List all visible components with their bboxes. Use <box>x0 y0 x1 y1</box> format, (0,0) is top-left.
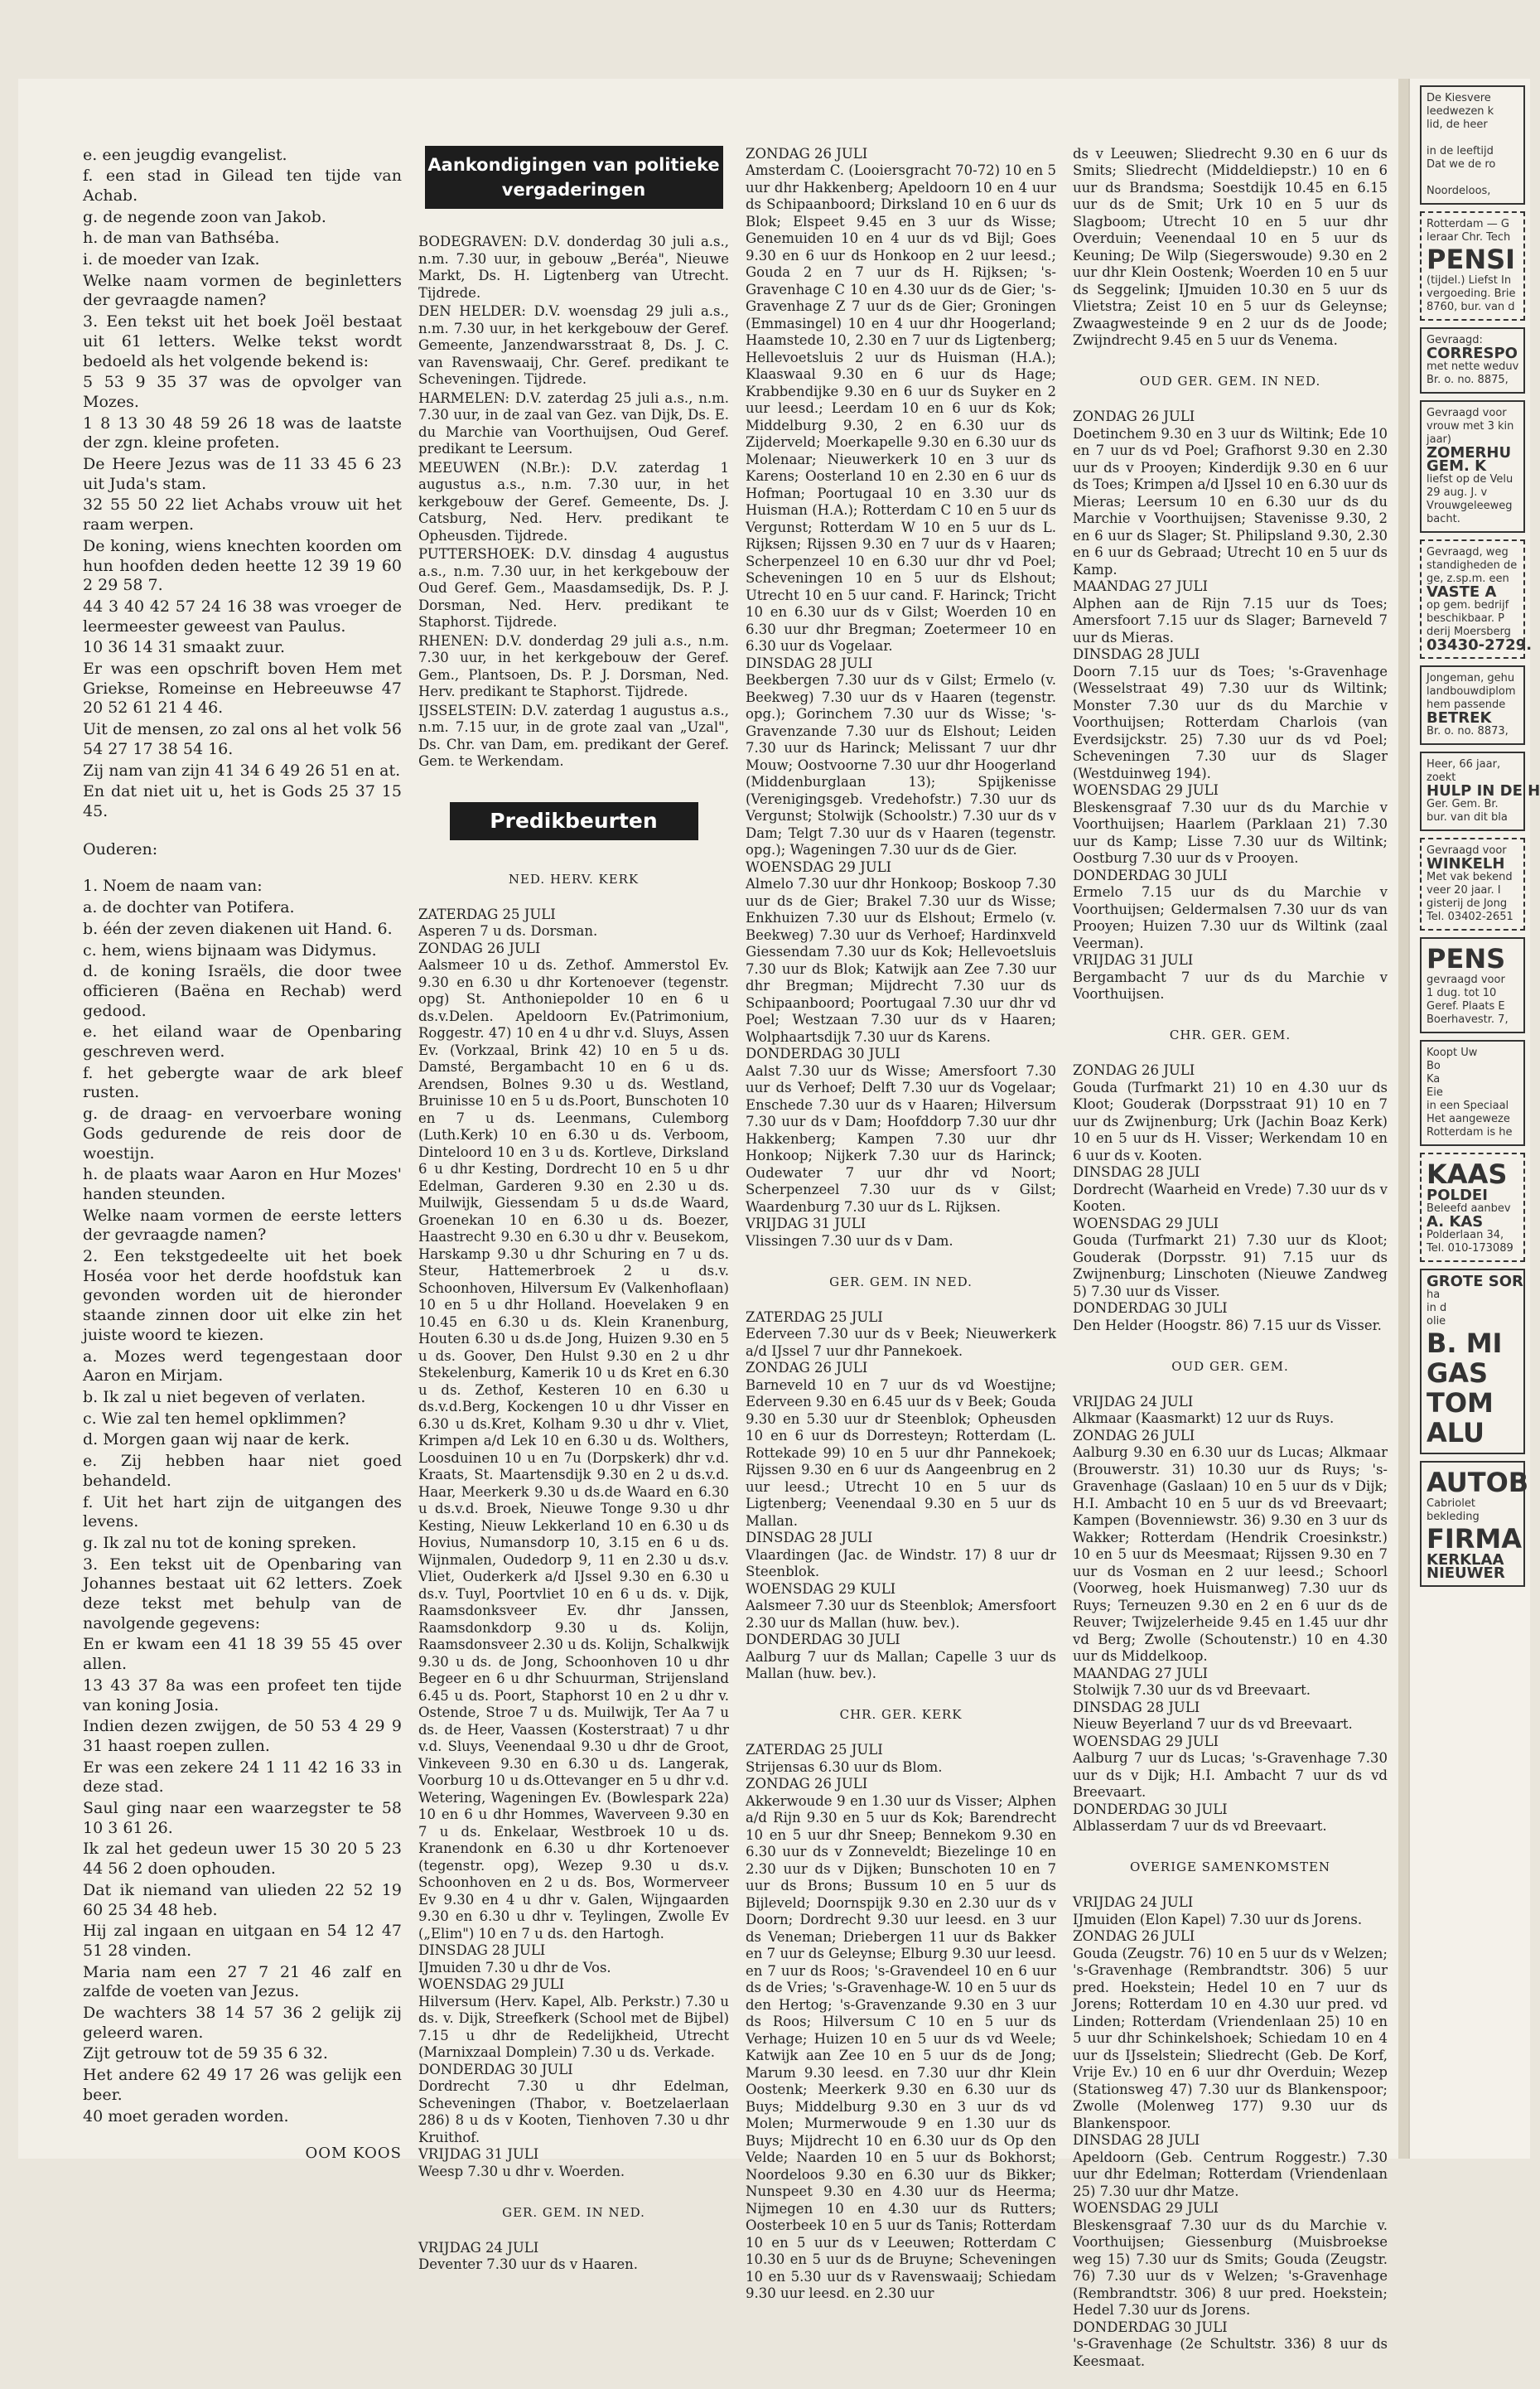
puzzle-line: 3. Een tekst uit het boek Joël bestaat uit 61 letters. Welke tekst wordt bedoeld als het volgende bekend is: <box>83 312 402 370</box>
ad-line: vrouw met 3 kin <box>1427 420 1514 433</box>
puzzle-line: 2. Een tekstgedeelte uit het boek Hoséa voor het derde hoofdstuk kan gevonden worden uit de hieronder staande zinnen door uit elke zin het juiste woord te kiezen. <box>83 1247 402 1344</box>
section-title-chr-ger-kerk: CHR. GER. KERK <box>839 1707 963 1722</box>
ad-line: Br. o. no. 8875, <box>1427 374 1509 386</box>
classified-ad <box>1420 1461 1529 1587</box>
ad-line: GAS <box>1427 1357 1489 1389</box>
ad-line: NIEUWER <box>1427 1564 1505 1582</box>
ad-line: Tel. 010-173089 <box>1427 1242 1513 1255</box>
ad-line: 8760, bur. van d <box>1427 301 1515 313</box>
puzzle-line: b. Ik zal u niet begeven of verlaten. <box>83 1387 366 1406</box>
ad-line: PENS <box>1427 943 1506 974</box>
section-text-ger-gem: ZATERDAG 25 JULI Ederveen 7.30 uur ds v Beek; Nieuwerkerk a/d IJssel 7 uur dhr Pannekoek. ZONDAG 26 JULI Barneveld 10 en 7 uur ds vd Woestijne; Ederveen 9.30 en 6.45 uur ds v Beek; Gouda 9.30 en 5.30 uur dr Steenblok; Opheusden 10 en 6 uur ds Dorresteyn; Rotterdam (L. Rottekade 99) 10 en 5 uur dhr Pannekoek; Rijssen 9.30 en 6 uur ds Aangeenbrug en 2 uur leesd.; Utrecht 10 en 5 uur ds Ligtenberg; Veenendaal 9.30 en 5 uur ds Mallan. DINSDAG 28 JULI Vlaardingen (Jac. de Windstr. 17) 8 uur dr Steenblok. WOENSDAG 29 KULI Aalsmeer 7.30 uur ds Steenblok; Amersfoort 2.30 uur ds Mallan (huw. bev.). DONDERDAG 30 JULI Aalburg 7 uur ds Mallan; Capelle 3 uur ds Mallan (huw. bev.). <box>746 1308 1056 1681</box>
ad-line: bacht. <box>1427 513 1460 525</box>
puzzle-line: b. één der zeven diakenen uit Hand. 6. <box>83 919 393 938</box>
ad-line: ZOMERHU <box>1427 444 1512 462</box>
classified-ad <box>1420 85 1525 205</box>
ad-line: FIRMA <box>1427 1523 1523 1555</box>
section-text-continued-2: ds v Leeuwen; Sliedrecht 9.30 en 6 uur ds Smits; Sliedrecht (Middeldiepstr.) 10 en 6 uur ds Brandsma; Soestdijk 10.45 en 6.15 uur ds de Smit; Urk 10 en 5 uur ds Slagboom; Utrecht 10 en 5 uur dhr Overduin; Veenendaal 10 en 5 uur ds Keuning; De Wilp (Siegerswoude) 9.30 en 2 uur dhr Klein Oostenk; Woerden 10 en 5 uur ds Seggelink; IJmuiden 10.30 en 5 uur ds Vlietstra; Zeist 10 en 5 uur ds Geleynse; Zwaagwesteinde 9 en 2 uur ds de Joode; Zwijndrecht 9.45 en 5 uur ds Venema. <box>1073 145 1388 348</box>
ad-line: Vrouwgeleeweg <box>1427 500 1513 512</box>
announcement-item: MEEUWEN (N.Br.): D.V. zaterdag 1 augustus a.s., n.m. 7.30 uur, in het kerkgebouw der Geref. Gemeente, Ds. J. Catsburg, Ned. Herv. predikant te Opheusden. Tijdrede. <box>418 459 729 544</box>
puzzle-line: g. Ik zal nu tot de koning spreken. <box>83 1533 357 1552</box>
ad-line: ALU <box>1427 1417 1484 1448</box>
sermons-column-3 <box>1073 128 1388 2369</box>
ad-line: Rotterdam is he <box>1427 1126 1513 1139</box>
classified-ad <box>1420 539 1533 659</box>
classified-ad <box>1420 665 1525 745</box>
ad-line: Boerhavestr. 7, <box>1427 1013 1509 1026</box>
ad-line: Eie <box>1427 1086 1443 1099</box>
sermons-banner: Predikbeurten <box>450 802 698 840</box>
section-title-oud-ger-gem: OUD GER. GEM. <box>1171 1358 1289 1374</box>
ad-line: in een Speciaal <box>1427 1100 1509 1112</box>
ad-line: Het aangeweze <box>1427 1113 1510 1125</box>
ad-line: veer 20 jaar. I <box>1427 884 1501 897</box>
ad-line: Geref. Plaats E <box>1427 1000 1505 1013</box>
ad-line: WINKELH <box>1427 855 1505 873</box>
ad-line: HULP IN DE H <box>1427 782 1540 800</box>
ad-line: in de leeftijd <box>1427 145 1494 157</box>
announcement-item: PUTTERSHOEK: D.V. dinsdag 4 augustus a.s., n.m. 7.30 uur, in het kerkgebouw der Oud Geref. Gem., Maasdamsedijk, Ds. P. J. Dorsman, Ned. Herv. predikant te Staphorst. Tijdrede. <box>418 546 729 630</box>
ad-line: Tel. 03402-2651 <box>1427 911 1513 923</box>
ad-line: Gevraagd voor <box>1427 844 1507 857</box>
ad-line: ha <box>1427 1289 1441 1301</box>
classified-ad <box>1420 327 1525 394</box>
ad-line: 03430-2729. <box>1427 636 1533 654</box>
ad-line: TOM <box>1427 1387 1494 1419</box>
section-text-continued: ZONDAG 26 JULI Amsterdam C. (Looiersgracht 70-72) 10 en 5 uur dhr Hakkenberg; Apeldoorn 10 en 4 uur ds Schipaanboord; Dirksland 10 en 6 uur ds Blok; Elspeet 9.45 en 3 uur ds Wisse; Genemuiden 10 en 4 uur ds vd Bijl; Goes 9.30 en 6 uur ds Honkoop en 2 uur leesd.; Gouda 2 en 7 uur ds H. Rijksen; 's-Gravenhage C 10 en 4.30 uur ds de Gier; 's-Gravenhage Z 7 uur ds de Gier; Groningen (Emmasingel) 10 en 4 uur dhr Hoogerland; Haamstede 10, 2.30 en 7 uur ds Ligtenberg; Hellevoetsluis 2 uur ds Huisman (H.A.); Klaaswaal 9.30 en 6 uur ds Hage; Krabbendijke 9.30 en 6 uur ds Suyker en 2 uur leesd.; Leerdam 10 en 6 uur ds Kok; Middelburg 9.30, 2 en 6.30 uur ds Zijderveld; Moerkapelle 9.30 en 6.30 uur ds Molenaar; Nieuwerkerk 10 en 3 uur ds Karens; Oosterland 10 en 2.30 en 6 uur ds Hofman; Poortugaal 10 en 3.30 uur ds Huisman (H.A.); Rotterdam C 10 en 5 uur ds Vergunst; Rotterdam W 10 en 5 uur ds L. Rijksen; Rijssen 9.30 en 7 uur ds v Haaren; Scherpenzeel 10 en 6.30 uur dhr vd Poel; Scheveningen 10 en 5 uur ds Elshout; Utrecht 10 en 5 uur cand. F. Harinck; Tricht 10 en 6.30 uur ds v Gilst; Woerden 10 en 6.30 uur dhr Bregman; Zoetermeer 10 en 6.30 uur ds Vogelaar. DINSDAG 28 JULI Beekbergen 7.30 uur ds v Gilst; Ermelo (v. Beekweg) 7.30 uur ds v Haaren (tegenstr. opg.); Gorinchem 7.30 uur ds Wisse; 's-Gravenzande 7.30 uur ds Elshout; Leiden 7.30 uur ds Harinck; Melissant 7 uur dhr Mouw; Oostvoorne 7.30 uur dhr Hoogerland (Middenburglaan 13); Spijkenisse (Verenigingsgeb. Vredehofstr.) 7.30 uur ds Vergunst; Stolwijk (Schoolstr.) 7.30 uur ds v Dam; Telgt 7.30 uur ds v Haaren (tegenstr. opg.); Wageningen 7.30 uur ds de Gier. WOENSDAG 29 JULI Almelo 7.30 uur dhr Honkoop; Boskoop 7.30 uur ds de Gier; Brakel 7.30 uur ds Wisse; Enkhuizen 7.30 uur ds Elshout; Ermelo (v. Beekweg) 7.30 uur ds Verhoef; Hardinxveld Giessendam 7.30 uur ds Kok; Hellevoetsluis 7.30 uur ds Blok; Katwijk aan Zee 7.30 uur dhr Bregman; Mijdrecht 7.30 uur ds Schipaanboord; Poortugaal 7.30 uur dhr vd Poel; Westzaan 7.30 uur ds v Haaren; Wolphaartsdijk 7.30 uur ds Karens. DONDERDAG 30 JULI Aalst 7.30 uur ds Wisse; Amersfoort 7.30 uur ds Verhoef; Delft 7.30 uur ds Vogelaar; Enschede 7.30 uur ds v Haaren; Hilversum 7.30 uur ds v Dam; Hoofddorp 7.30 uur dhr Hakkenberg; Kampen 7.30 uur dhr Honkoop; Nijkerk 7.30 uur ds Harinck; Oudewater 7 uur dhr vd Noort; Scherpenzeel 7.30 uur ds v Gilst; Waardenburg 7.30 uur ds L. Rijksen. VRIJDAG 31 JULI Vlissingen 7.30 uur ds v Dam. <box>746 145 1056 1249</box>
ad-line: jaar) <box>1427 433 1451 446</box>
puzzle-line: d. de koning Israëls, die door twee officieren (Baëna en Rechab) werd gedood. <box>83 962 402 1020</box>
puzzle-line: g. de draag- en vervoerbare woning Gods gedurende de reis door de woestijn. <box>83 1105 402 1163</box>
puzzle-line: En er kwam een 41 18 39 55 45 over allen. <box>83 1635 402 1674</box>
puzzle-line: h. de plaats waar Aaron en Hur Mozes' handen steunden. <box>83 1165 402 1203</box>
announcements-banner: Aankondigingen van politieke vergaderingen <box>425 146 723 209</box>
puzzle-line: Saul ging naar een waarzegster te 58 10 3 61 26. <box>83 1799 402 1837</box>
puzzle-line: f. Uit het hart zijn de uitgangen des levens. <box>83 1492 402 1531</box>
puzzle-line: 5 53 9 35 37 was de opvolger van Mozes. <box>83 373 402 411</box>
ad-line <box>1427 132 1518 145</box>
puzzle-line: d. Morgen gaan wij naar de kerk. <box>83 1430 350 1449</box>
puzzle-line: Zij nam van zijn 41 34 6 49 26 51 en at. <box>83 761 401 780</box>
ad-line: bekleding <box>1427 1511 1480 1523</box>
puzzle-line: g. de negende zoon van Jakob. <box>83 207 326 226</box>
classified-ad <box>1420 838 1525 931</box>
ad-line: derij Moersberg <box>1427 626 1511 638</box>
puzzle-line: 32 55 50 22 liet Achabs vrouw uit het raam werpen. <box>83 496 402 534</box>
ad-line: 29 aug. J. v <box>1427 486 1488 499</box>
classified-ad <box>1420 211 1525 321</box>
puzzle-line: a. de dochter van Potifera. <box>83 898 295 917</box>
puzzle-line: Ik zal het gedeun uwer 15 30 20 5 23 44 56 2 doen ophouden. <box>83 1840 402 1879</box>
classified-ad <box>1420 1153 1525 1262</box>
ad-line: POLDEI <box>1427 1187 1488 1204</box>
puzzle-line: 3. Een tekst uit de Openbaring van Johannes bestaat uit 62 letters. Zoek deze tekst met behulp van de navolgende gegevens: <box>83 1555 402 1632</box>
puzzle-line: 13 43 37 8a was een profeet ten tijde van koning Josia. <box>83 1676 402 1714</box>
announcement-item: DEN HELDER: D.V. woensdag 29 juli a.s., n.m. 7.30 uur, in het kerkgebouw der Geref. Gemeente, Janzendwarsstraat 8, Ds. J. C. van Ravenswaaij, Chr. Geref. predikant te Scheveningen. Tijdrede. <box>418 303 729 387</box>
ad-line: leedwezen k <box>1427 105 1494 118</box>
classified-ad <box>1420 937 1525 1033</box>
ad-line: 1 dug. tot 10 <box>1427 987 1497 999</box>
ad-line: Dat we de ro <box>1427 158 1496 171</box>
puzzle-line: a. Mozes werd tegengestaan door Aaron en Mirjam. <box>83 1347 402 1386</box>
section-text-oud-ger-ned: ZONDAG 26 JULI Doetinchem 9.30 en 3 uur ds Wiltink; Ede 10 en 7 uur ds vd Poel; Grafhorst 9.30 en 2.30 uur ds v Prooyen; Kinderdijk 9.30 en 6 uur ds Toes; Krimpen a/d IJssel 10 en 6.30 uur ds Mieras; Leersum 10 en 6.30 uur ds du Marchie v Voorthuijsen; Stavenisse 9.30, 2 en 6 uur ds Slager; St. Philipsland 9.30, 2.30 en 6 uur ds Gebraad; Utrecht 10 en 5 uur ds Kamp. MAANDAG 27 JULI Alphen aan de Rijn 7.15 uur ds Toes; Amersfoort 7.15 uur ds Slager; Barneveld 7 uur ds Mieras. DINSDAG 28 JULI Doorn 7.15 uur ds Toes; 's-Gravenhage (Wesselstraat 49) 7.30 uur ds Wiltink; Monster 7.30 uur ds du Marchie v Voorthuijsen; Rotterdam Charlois (van Everdsijckstr. 25) 7.30 uur ds vd Poel; Scheveningen 7.30 uur ds Slager (Westduinweg 194). WOENSDAG 29 JULI Bleskensgraaf 7.30 uur ds du Marchie v Voorthuijsen; Haarlem (Parklaan 21) 7.30 uur ds Kamp; Lisse 7.30 uur ds Wiltink; Oostburg 7.30 uur ds v Prooyen. DONDERDAG 30 JULI Ermelo 7.15 uur ds du Marchie v Voorthuijsen; Geldermalsen 7.30 uur ds van Prooyen; Huizen 7.30 uur ds Wiltink (zaal Veerman). VRIJDAG 31 JULI Bergambacht 7 uur ds du Marchie v Voorthuijsen. <box>1073 409 1388 1002</box>
puzzle-line: 10 36 14 31 smaakt zuur. <box>83 638 285 657</box>
announcement-item: BODEGRAVEN: D.V. donderdag 30 juli a.s., n.m. 7.30 uur, in gebouw „Beréa", Nieuwe Markt, Ds. H. Ligtenberg van Utrecht. Tijdrede. <box>418 234 729 301</box>
ad-line: Ger. Gem. Br. <box>1427 798 1499 810</box>
announcement-item: IJSSELSTEIN: D.V. zaterdag 1 augustus a.s., n.m. 7.15 uur, in de grote zaal van „Uzal", Ds. Chr. van Dam, em. predikant der Geref. Gem. te Werkendam. <box>418 702 729 769</box>
ad-line: Heer, 66 jaar, <box>1427 758 1501 771</box>
puzzle-line: Hij zal ingaan en uitgaan en 54 12 47 51 28 vinden. <box>83 1922 402 1960</box>
ad-line: Jongeman, gehu <box>1427 672 1515 684</box>
ad-line: met nette weduv <box>1427 360 1519 373</box>
author-signature: OOM KOOS <box>305 2144 402 2162</box>
ad-line: AUTOB <box>1427 1467 1529 1498</box>
puzzle-line: Welke naam vormen de beginletters der gevraagde namen? <box>83 271 402 310</box>
section-text-chr-ger-gem: ZONDAG 26 JULI Gouda (Turfmarkt 21) 10 en 4.30 uur ds Kloot; Gouderak (Dorpsstraat 91) 10 en 7 uur ds Zwijnenburg; Urk (Jachin Boaz Kerk) 10 en 5 uur ds H. Visser; Werkendam 10 en 6 uur ds v. Kooten. DINSDAG 28 JULI Dordrecht (Waarheid en Vrede) 7.30 uur ds v Kooten. WOENSDAG 29 JULI Gouda (Turfmarkt 21) 7.30 uur ds Kloot; Gouderak (Dorpsstr. 91) 7.15 uur ds Zwijnenburg; Linschoten (Nieuwe Zandweg 5) 7.30 uur ds Visser. DONDERDAG 30 JULI Den Helder (Hoogstr. 86) 7.15 uur ds Visser. <box>1073 1062 1388 1333</box>
ad-line: Met vak bekend <box>1427 871 1513 883</box>
ad-line: GEM. K <box>1427 457 1487 475</box>
puzzle-line: h. de man van Bathséba. <box>83 229 280 248</box>
puzzle-line: f. een stad in Gilead ten tijde van Achab. <box>83 167 402 205</box>
elder-puzzle-list <box>83 877 402 2126</box>
classified-ad <box>1420 1040 1525 1146</box>
section-text-ned-herv: ZATERDAG 25 JULI Asperen 7 u ds. Dorsman. ZONDAG 26 JULI Aalsmeer 10 u ds. Zethof. Ammerstol Ev. 9.30 en 6.30 u dhr Kortenoever (tegenstr. opg) St. Anthoniepolder 10 en 6 u ds.v.Delen. Apeldoorn Ev.(Patrimonium, Roggestr. 47) 10 en 4 u dhr v.d. Sluys, Assen Ev. (Vorkzaal, Brink 42) 10 en 5 u ds. Damsté, Bergambacht 10 en 6 u ds. Arendsen, Bolnes 9.30 u ds. Westland, Bruinisse 10 en 5 u ds.Poort, Bunschoten 10 en 7 u ds. Leenmans, Culemborg (Luth.Kerk) 10 en 6.30 u ds. Verboom, Dinteloord 10 en 3 u ds. Kortleve, Dirksland 6 u dhr Kesting, Dordrecht 10 en 5 u dhr Edelman, Garderen 9.30 en 2.30 u ds. Muilwijk, Giessendam 5 u ds.de Waard, Groenekan 10 en 6.30 u ds. Boezer, Haastrecht 9.30 en 6.30 u dhr v. Beusekom, Harskamp 9.30 u dhr Schuring en 7 u ds. Steur, Hattemerbroek 2 u ds.v. Schoonhoven, Hilversum Ev (Valkenhoflaan) 10 en 5 u dhr Holland. Hoevelaken 9 en 10.45 en 6.30 u ds. Klein Kranenburg, Houten 6.30 u ds.de Jong, Huizen 9.30 en 5 u ds. Goover, Den Hulst 9.30 en 2 u dhr Stekelenburg, Kamerik 10 u ds Kret en 6.30 u ds. Zethof, Kesteren 10 en 6.30 u ds.v.d.Berg, Kockengen 10 u dhr Visser en 6.30 u ds.Kret, Kolham 9.30 u dhr v. Vliet, Krimpen a/d Lek 10 en 6.30 u ds. Wolthers, Loosduinen 10 u en 7u (Dorpskerk) dhr v.d. Kraats, St. Maartensdijk 9.30 en 2 u ds.v.d. Haar, Meerkerk 9.30 u ds.de Waard en 6.30 u ds.v.d. Broek, Nieuwe Tonge 9.30 u dhr Kesting, Nieuw Lekkerland 10 en 6.30 u ds Hovius, Numansdorp 10, 3.15 en 6 u ds. Wijnmalen, Oudedorp 9, 11 en 2.30 u ds.v. Vliet, Ouderkerk a/d IJssel 9.30 en 6.30 u ds.v. Tuyl, Poortvliet 10 en 6 u ds. v. Dijk, Raamsdonksveer Ev. dhr Janssen, Raamsdonkdorp 9.30 u ds. Kolijn, Raamsdonsveer 2.30 u ds. Kolijn, Schalkwijk 9.30 u ds. de Jong, Schoonhoven 10 u dhr Begeer en 6 u dhr Schuurman, Strijensland 6.45 u ds. Poort, Staphorst 10 en 2 u dhr v. Ostende, Stroe 7 u ds. Muilwijk, Ter Aa 7 u ds. de Heer, Vaassen (Kosterstraat) 7 u dhr v.d. Sluys, Veenendaal 9.30 u dhr de Groot, Vinkeveen 9.30 en 6.30 u ds. Langerak, Voorburg 10 u ds.Ottevanger en 5 u dhr v.d. Wetering, Wageningen Ev. (Bowlespark 22a) 10 en 6 u dhr Hommes, Waverveen 9.30 en 7 u ds. Enkelaar, Westbroek 10 u ds. Kranendonk en 6.30 u dhr Kortenoever (tegenstr. opg), Wezep 9.30 u ds.v. Schoonhoven en 2 u ds. Bos, Wormerveer Ev 9.30 en 4 u dhr v. Galen, Wijngaarden 9.30 en 6.30 u dhr v. Teylingen, Zwolle Ev („Elim") 10 en 7 u ds. den Hartogh. DINSDAG 28 JULI IJmuiden 7.30 u dhr de Vos. WOENSDAG 29 JULI Hilversum (Herv. Kapel, Alb. Perkstr.) 7.30 u ds. v. Dijk, Streefkerk (School met de Bijbel) 7.15 u dhr de Redelijkheid, Utrecht (Marnixzaal Domplein) 7.30 u ds. Verkade. DONDERDAG 30 JULI Dordrecht 7.30 u dhr Edelman, Scheveningen (Thabor, v. Boetzelaerlaan 286) 8 u ds v Kooten, Tienhoven 7.30 u dhr Kruithof. VRIJDAG 31 JULI Weesp 7.30 u dhr v. Woerden. <box>418 906 729 2179</box>
puzzle-line: Dat ik niemand van ulieden 22 52 19 60 25 34 48 heb. <box>83 1880 402 1919</box>
page-fold <box>1398 79 1408 2159</box>
puzzle-column <box>83 128 402 2162</box>
ad-line: gevraagd voor <box>1427 974 1505 986</box>
section-title-oud-ger-ned: OUD GER. GEM. IN NED. <box>1139 374 1321 389</box>
announcement-item: HARMELEN: D.V. zaterdag 25 juli a.s., n.m. 7.30 uur, in de zaal van Gez. van Dijk, Ds. E. du Marchie van Voorthuijsen, Oud Geref. predikant te Leersum. <box>418 389 729 457</box>
ad-line: lid, de heer <box>1427 118 1488 131</box>
ad-line: landbouwdiplom <box>1427 685 1516 698</box>
ad-line: Bo <box>1427 1060 1441 1072</box>
puzzle-line: e. een jeugdig evangelist. <box>83 145 287 164</box>
ad-line: liefst op de Velu <box>1427 473 1513 486</box>
ad-line: vergoeding. Brie <box>1427 288 1516 300</box>
ouderen-label: Ouderen: <box>83 840 158 859</box>
section-text-overige: VRIJDAG 24 JULI IJmuiden (Elon Kapel) 7.30 uur ds Jorens. ZONDAG 26 JULI Gouda (Zeugstr. 76) 10 en 5 uur ds v Welzen; 's-Gravenhage (Rembrandtstr. 306) 5 uur pred. Hoekstein; Hedel 10 en 7 uur ds Jorens; Rotterdam 10 en 4.30 uur pred. vd Linden; Rotterdam (Vriendenlaan 25) 10 en 5 uur dhr Schinkelshoek; Schiedam 10 en 4 uur ds IJsselstein; Sliedrecht (Geb. De Korf, Vrije Ev.) 10 en 6 uur dhr Overduin; Wezep (Stationsweg 47) 7.30 uur ds Blankenspoor; Zwolle (Molenweg 177) 9.30 uur ds Blankenspoor. DINSDAG 28 JULI Apeldoorn (Geb. Centrum Roggestr.) 7.30 uur dhr Edelman; Rotterdam (Vriendenlaan 25) 7.30 uur dhr Matze. WOENSDAG 29 JULI Bleskensgraaf 7.30 uur ds du Marchie v. Voorthuijsen; Giessenburg (Muisbroekse weg 15) 7.30 uur ds Smits; Gouda (Zeugstr. 76) 7.30 uur ds v Welzen; 's-Gravenhage (Rembrandtstr. 306) 8 uur pred. Hoekstein; Hedel 7.30 uur ds Jorens. DONDERDAG 30 JULI 's-Gravenhage (2e Schultstr. 336) 8 uur ds Keesmaat. <box>1073 1894 1388 2369</box>
puzzle-line: En dat niet uit u, het is Gods 25 37 15 45. <box>83 782 402 820</box>
ad-line: ge, z.sp.m. een <box>1427 573 1509 585</box>
ad-line: B. MI <box>1427 1327 1503 1359</box>
puzzle-line: Er was een zekere 24 1 11 42 16 33 in deze stad. <box>83 1758 402 1797</box>
puzzle-line: De Heere Jezus was de 11 33 45 6 23 uit Juda's stam. <box>83 455 402 493</box>
announcements-list <box>418 234 729 771</box>
ad-line: zoekt <box>1427 771 1456 784</box>
ad-line: De Kiesvere <box>1427 92 1491 104</box>
section-text-chr-ger-kerk: ZATERDAG 25 JULI Strijensas 6.30 uur ds Blom. ZONDAG 26 JULI Akkerwoude 9 en 1.30 uur ds Visser; Alphen a/d Rijn 9.30 en 5 uur ds Kok; Barendrecht 10 en 5 uur dhr Sneep; Bennekom 9.30 en 6.30 uur ds v Zonneveldt; Biezelinge 10 en 2.30 uur ds v Dijken; Bunschoten 10 en 7 uur ds Brons; Bussum 10 en 5 uur ds Bijleveld; Doornspijk 9.30 en 2.30 uur ds v Doorn; Dordrecht 9.30 uur leesd. en 3 uur ds Veneman; Driebergen 11 uur ds Bakker en 7 uur ds Geleynse; Elburg 9.30 uur leesd. en 7 uur ds Roos; 's-Gravendeel 10 en 6 uur ds de Vries; 's-Gravenhage-W. 10 en 5 uur ds den Hertog; 's-Gravenzande 9.30 en 3 uur ds Roos; Hilversum C 10 en 5 uur ds Verhage; Huizen 10 en 5 uur ds vd Weele; Katwijk aan Zee 10 en 5 uur ds de Jong; Marum 9.30 leesd. en 7.30 uur dhr Klein Oostenk; Meerkerk 9.30 en 6.30 uur ds Buys; Middelburg 9.30 en 3 uur ds vd Molen; Murmerwoude 9 en 1.30 uur ds Buys; Mijdrecht 10 en 6.30 uur ds Op den Velde; Naarden 10 en 5 uur ds Bokhorst; Noordeloos 9.30 en 6.30 uur ds Bikker; Nunspeet 9.30 en 4.30 uur ds Heerma; Nijmegen 10 en 4.30 uur ds Rutters; Oosterbeek 10 en 5 uur ds Tanis; Rotterdam 10 en 5 uur ds v Leeuwen; Rotterdam C 10.30 en 5 uur ds de Bruyne; Scheveningen 10 en 5.30 uur ds v Ravenswaaij; Schiedam 9.30 uur leesd. en 2.30 uur <box>746 1742 1056 2301</box>
ad-line: Gevraagd, weg <box>1427 546 1509 559</box>
sermons-column-2 <box>746 128 1056 2301</box>
puzzle-line: Er was een opschrift boven Hem met Griekse, Romeinse en Hebreeuwse 47 20 52 61 21 4 46. <box>83 660 402 718</box>
ad-line: in d <box>1427 1302 1447 1314</box>
ad-line: KAAS <box>1427 1158 1508 1190</box>
section-text-oud-ger-gem: VRIJDAG 24 JULI Alkmaar (Kaasmarkt) 12 uur ds Ruys. ZONDAG 26 JULI Aalburg 9.30 en 6.30 uur ds Lucas; Alkmaar (Brouwerstr. 31) 10.30 uur ds Ruys; 's-Gravenhage (Gaslaan) 10 en 5 uur ds v Dijk; H.I. Ambacht 10 en 5 uur ds vd Breevaart; Kampen (Bovenniewstr. 36) 9.30 en 3 uur ds Wakker; Rotterdam (Hendrik Croesinkstr.) 10 en 5 uur ds Meesmaat; Rijssen 9.30 en 7 uur ds Vosman en 2 uur leesd.; Schoorl (Voorweg, hoek Huismanweg) 7.30 uur ds Ruys; Terneuzen 9.30 en 2 en 6 uur ds de Reuver; Twijzelerheide 9.45 en 1.45 uur dhr vd Berg; Zwolle (Schoutenstr.) 10 en 4.30 uur ds Middelkoop. MAANDAG 27 JULI Stolwijk 7.30 uur ds vd Breevaart. DINSDAG 28 JULI Nieuw Beyerland 7 uur ds vd Breevaart. WOENSDAG 29 JULI Aalburg 7 uur ds Lucas; 's-Gravenhage 7.30 uur ds v Dijk; H.I. Ambacht 7 uur ds vd Breevaart. DONDERDAG 30 JULI Alblasserdam 7 uur ds vd Breevaart. <box>1073 1393 1388 1834</box>
section-title-chr-ger-gem: CHR. GER. GEM. <box>1169 1028 1291 1042</box>
ad-line: Rotterdam — G <box>1427 218 1509 230</box>
puzzle-line: 44 3 40 42 57 24 16 38 was vroeger de leermeester geweest van Paulus. <box>83 597 402 636</box>
puzzle-line: Uit de mensen, zo zal ons al het volk 56 54 27 17 38 54 16. <box>83 720 402 758</box>
ad-line: Noordeloos, <box>1427 185 1491 197</box>
puzzle-line: 40 moet geraden worden. <box>83 2106 289 2125</box>
ad-line: KERKLAA <box>1427 1551 1504 1569</box>
ad-line: leraar Chr. Tech <box>1427 231 1511 244</box>
ad-line: BETREK <box>1427 709 1492 727</box>
ad-line: Beleefd aanbev <box>1427 1202 1511 1215</box>
ad-line: A. KAS <box>1427 1213 1484 1231</box>
ad-line: standigheden de <box>1427 559 1518 572</box>
puzzle-line: De wachters 38 14 57 36 2 gelijk zij geleerd waren. <box>83 2004 402 2042</box>
section-title-ger-gem-ned: GER. GEM. IN NED. <box>502 2204 645 2220</box>
adjacent-page-ads <box>1408 79 1540 2159</box>
puzzle-line: Zijt getrouw tot de 59 35 6 32. <box>83 2044 328 2063</box>
section-text-ger-gem-ned: VRIJDAG 24 JULI Deventer 7.30 uur ds v Haaren. <box>418 2239 639 2272</box>
ad-line: beschikbaar. P <box>1427 612 1504 625</box>
puzzle-line: Maria nam een 27 7 21 46 zalf en zalfde de voeten van Jezus. <box>83 1962 402 2001</box>
ad-line: (tijdel.) Liefst In <box>1427 274 1512 287</box>
section-title-overige: OVERIGE SAMENKOMSTEN <box>1129 1859 1331 1874</box>
classified-ad <box>1420 1269 1525 1454</box>
puzzle-line: Welke naam vormen de eerste letters der gevraagde namen? <box>83 1206 402 1245</box>
announcement-item: RHENEN: D.V. donderdag 29 juli a.s., n.m. 7.30 uur, in het kerkgebouw der Geref. Gem., Plantsoen, Ds. P. J. Dorsman, Ned. Herv. predikant te Staphorst. Tijdrede. <box>418 632 729 699</box>
section-title-ger-gem: GER. GEM. IN NED. <box>829 1274 973 1289</box>
youth-puzzle-list <box>83 146 402 822</box>
ad-line: Koopt Uw <box>1427 1047 1478 1059</box>
puzzle-line: De koning, wiens knechten koorden om hun hoofden deden heette 12 39 19 60 2 29 58 7. <box>83 536 402 595</box>
ad-line: gisterij de Jong <box>1427 897 1508 910</box>
puzzle-line: c. hem, wiens bijnaam was Didymus. <box>83 941 377 960</box>
ad-line: op gem. bedrijf <box>1427 599 1509 612</box>
ad-line: PENSI <box>1427 244 1516 275</box>
ad-line: Gevraagd voor <box>1427 407 1507 419</box>
puzzle-line: f. het gebergte waar de ark bleef rusten. <box>83 1063 402 1102</box>
puzzle-line: Indien dezen zwijgen, de 50 53 4 29 9 31 haast roepen zullen. <box>83 1717 402 1755</box>
ad-line: Polderlaan 34, <box>1427 1229 1504 1241</box>
puzzle-line: e. het eiland waar de Openbaring geschreven werd. <box>83 1023 402 1062</box>
puzzle-line: e. Zij hebben haar niet goed behandeld. <box>83 1452 402 1490</box>
ad-line: hem passende <box>1427 699 1506 711</box>
ad-line: Gevraagd: <box>1427 334 1483 346</box>
puzzle-line: 1 8 13 30 48 59 26 18 was de laatste der zgn. kleine profeten. <box>83 413 402 452</box>
ad-line: bur. van dit bla <box>1427 811 1508 824</box>
puzzle-line: c. Wie zal ten hemel opklimmen? <box>83 1409 346 1428</box>
classified-ad <box>1420 400 1525 533</box>
ad-line: olie <box>1427 1315 1446 1327</box>
ad-line: Ka <box>1427 1073 1441 1086</box>
puzzle-line: i. de moeder van Izak. <box>83 250 260 269</box>
classified-ad <box>1420 752 1540 831</box>
ad-line: Br. o. no. 8873, <box>1427 725 1509 737</box>
puzzle-line: 1. Noem de naam van: <box>83 877 263 896</box>
ad-line <box>1427 172 1518 185</box>
announcements-column <box>418 128 729 2272</box>
puzzle-line: Het andere 62 49 17 26 was gelijk een beer. <box>83 2066 402 2104</box>
ad-line: Cabriolet <box>1427 1497 1475 1510</box>
section-title-ned-herv: NED. HERV. KERK <box>508 871 640 887</box>
ad-line: GROTE SOR <box>1427 1273 1523 1290</box>
ad-line: VASTE A <box>1427 583 1497 601</box>
ad-line: CORRESPO <box>1427 345 1518 362</box>
